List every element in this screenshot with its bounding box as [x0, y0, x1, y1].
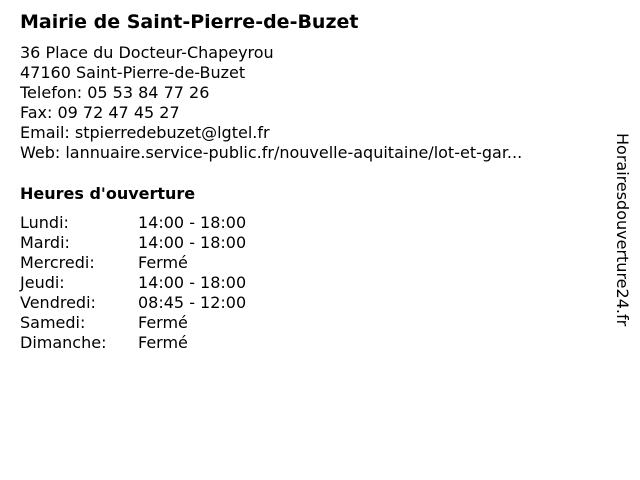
- fax-number: Fax: 09 72 47 45 27: [20, 103, 180, 122]
- office-title: Mairie de Saint-Pierre-de-Buzet: [20, 11, 359, 33]
- address-street: 36 Place du Docteur-Chapeyrou: [20, 43, 274, 62]
- brand-watermark-text: Horairesdouverture24.fr: [613, 133, 632, 327]
- phone-number: Telefon: 05 53 84 77 26: [20, 83, 210, 102]
- brand-watermark: [612, 133, 632, 373]
- address-city: 47160 Saint-Pierre-de-Buzet: [20, 63, 246, 82]
- day-label: Lundi:: [20, 213, 69, 232]
- opening-hours-heading: Heures d'ouverture: [20, 184, 196, 203]
- hours-value: Fermé: [138, 333, 188, 352]
- hours-value: 14:00 - 18:00: [138, 273, 247, 292]
- day-label: Vendredi:: [20, 293, 96, 312]
- day-label: Jeudi:: [20, 273, 65, 292]
- email-address: Email: stpierredebuzet@lgtel.fr: [20, 123, 270, 142]
- contact-info: [20, 43, 522, 163]
- website-url: Web: lannuaire.service-public.fr/nouvelle-aquitaine/lot-et-gar...: [20, 143, 523, 162]
- day-label: Mardi:: [20, 233, 70, 252]
- hours-value: 14:00 - 18:00: [138, 233, 247, 252]
- hours-value: 08:45 - 12:00: [138, 293, 247, 312]
- day-label: Dimanche:: [20, 333, 107, 352]
- hours-value: 14:00 - 18:00: [138, 213, 247, 232]
- day-label: Samedi:: [20, 313, 86, 332]
- hours-value: Fermé: [138, 253, 188, 272]
- hours-value: Fermé: [138, 313, 188, 332]
- day-label: Mercredi:: [20, 253, 95, 272]
